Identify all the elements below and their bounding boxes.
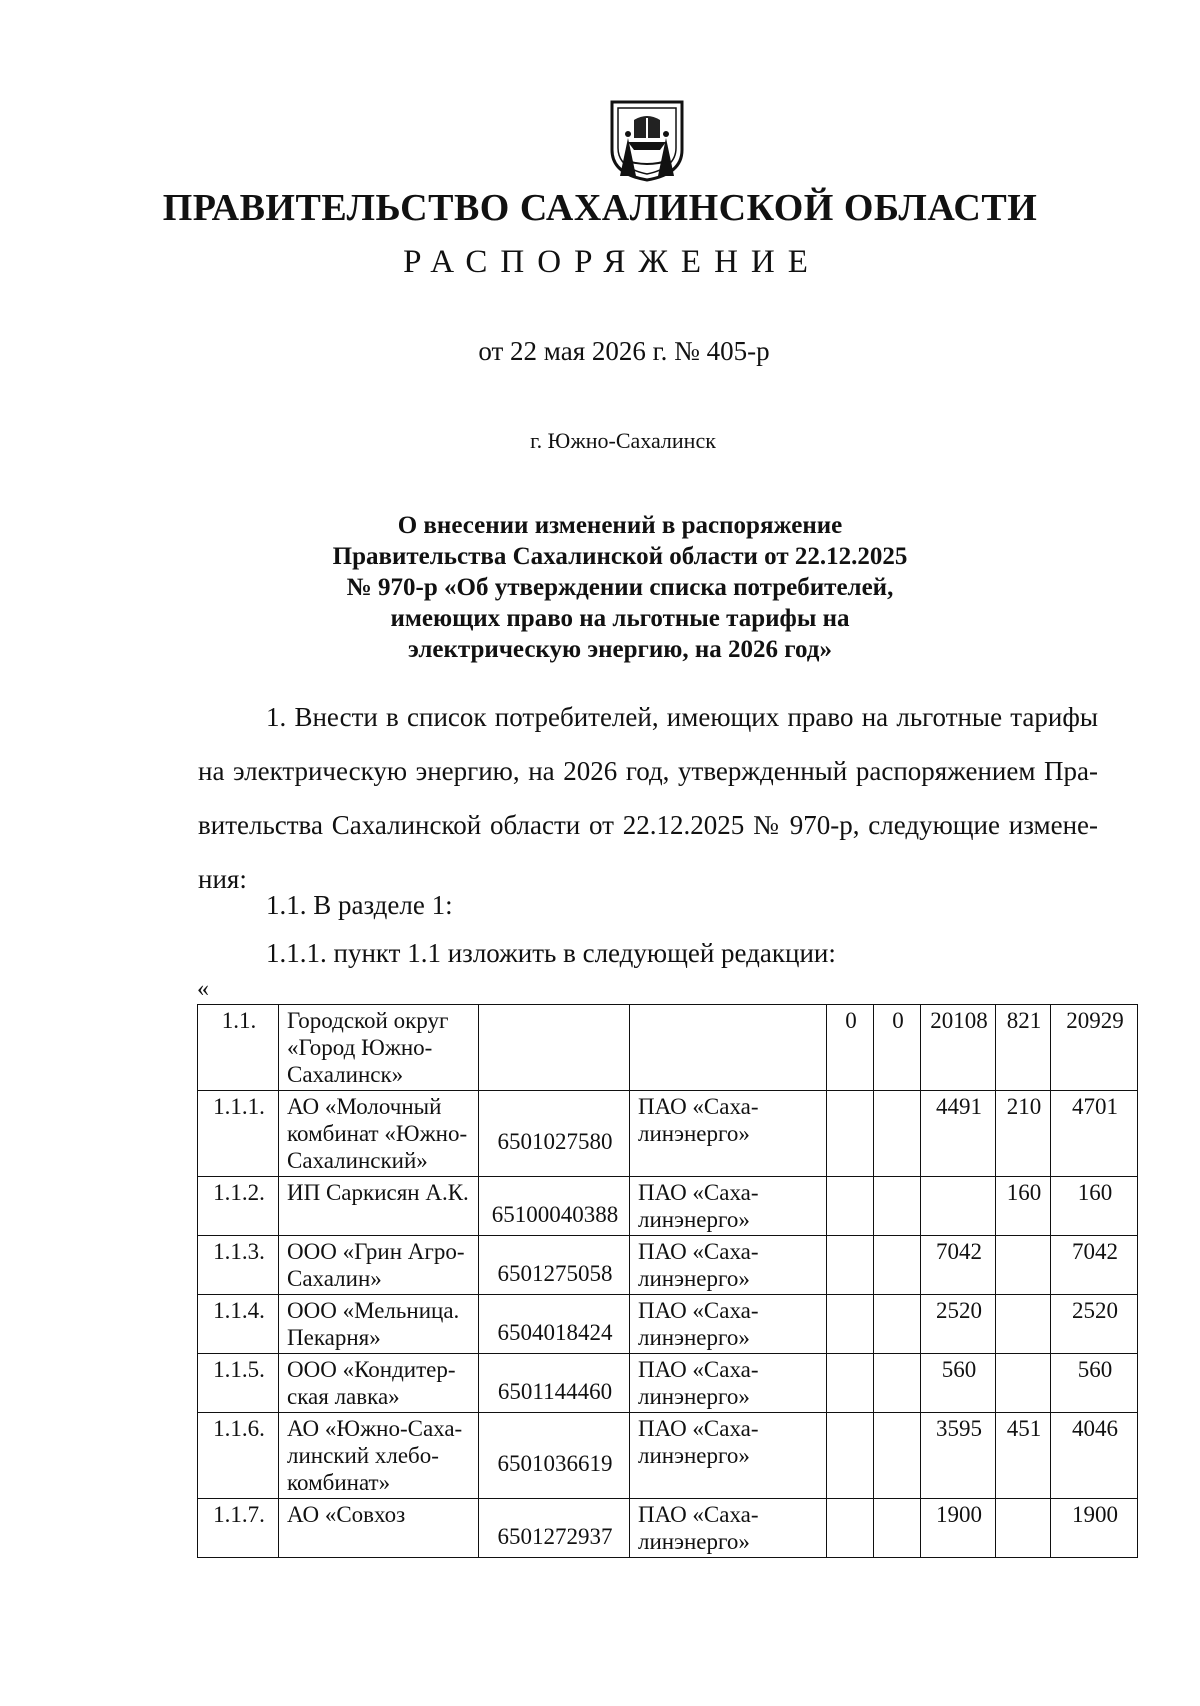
- value-col-5: [827, 1177, 874, 1236]
- paragraph-line: 1. Внести в список потребителей, имеющих право на льготные тарифы: [266, 702, 1098, 732]
- value-col-7: [921, 1177, 996, 1236]
- value-col-9-total: 2520: [1051, 1295, 1138, 1354]
- consumer-name: АО «Молочный комбинат «Южно-Сахалинский»: [279, 1091, 479, 1177]
- value-col-5: [827, 1413, 874, 1499]
- quote-open-mark: «: [197, 976, 209, 1002]
- document-type: РАСПОРЯЖЕНИЕ: [403, 244, 821, 280]
- document-title: [300, 510, 940, 665]
- consumers-table: [197, 1004, 1138, 1558]
- value-col-7: 20108: [921, 1005, 996, 1091]
- row-number: 1.1.4.: [198, 1295, 279, 1354]
- value-col-9-total: 560: [1051, 1354, 1138, 1413]
- consumer-name: ООО «Грин Агро-Сахалин»: [279, 1236, 479, 1295]
- table-row: [198, 1413, 1138, 1499]
- paragraph-line: вительства Сахалинской области от 22.12.2025 № 970-р, следующие измене-: [198, 810, 1098, 840]
- value-col-5: [827, 1091, 874, 1177]
- value-col-9-total: 4701: [1051, 1091, 1138, 1177]
- supplier-name: ПАО «Саха-линэнерго»: [630, 1177, 827, 1236]
- value-col-9-total: 1900: [1051, 1499, 1138, 1558]
- document-city: г. Южно-Сахалинск: [530, 428, 716, 453]
- consumer-name: Городской округ «Город Южно-Сахалинск»: [279, 1005, 479, 1091]
- table-row: [198, 1177, 1138, 1236]
- value-col-8: 210: [996, 1091, 1051, 1177]
- supplier-name: [630, 1005, 827, 1091]
- value-col-6: [874, 1177, 921, 1236]
- paragraph-1-1: 1.1. В разделе 1:: [266, 890, 453, 920]
- row-number: 1.1.6.: [198, 1413, 279, 1499]
- document-date: от 22 мая 2026 г. № 405-р: [478, 336, 770, 366]
- value-col-9-total: 7042: [1051, 1236, 1138, 1295]
- supplier-name: ПАО «Саха-линэнерго»: [630, 1354, 827, 1413]
- row-number: 1.1.5.: [198, 1354, 279, 1413]
- value-col-5: [827, 1354, 874, 1413]
- consumer-name: ООО «Мельница. Пекарня»: [279, 1295, 479, 1354]
- value-col-6: 0: [874, 1005, 921, 1091]
- supplier-name: ПАО «Саха-линэнерго»: [630, 1091, 827, 1177]
- value-col-6: [874, 1091, 921, 1177]
- value-col-8: [996, 1354, 1051, 1413]
- supplier-name: ПАО «Саха-линэнерго»: [630, 1499, 827, 1558]
- value-col-9-total: 4046: [1051, 1413, 1138, 1499]
- row-number: 1.1.3.: [198, 1236, 279, 1295]
- row-number: 1.1.1.: [198, 1091, 279, 1177]
- title-line: имеющих право на льготные тарифы на: [390, 605, 850, 632]
- table-row: [198, 1005, 1138, 1091]
- title-line: электрическую энергию, на 2026 год»: [408, 636, 832, 663]
- table-row: [198, 1236, 1138, 1295]
- value-col-6: [874, 1354, 921, 1413]
- value-col-8: 821: [996, 1005, 1051, 1091]
- value-col-7: 1900: [921, 1499, 996, 1558]
- consumer-name: АО «Совхоз: [279, 1499, 479, 1558]
- consumer-name: ООО «Кондитер-ская лавка»: [279, 1354, 479, 1413]
- value-col-6: [874, 1236, 921, 1295]
- inn-number: 6501272937: [479, 1499, 630, 1558]
- consumer-name: АО «Южно-Саха-линский хлебо-комбинат»: [279, 1413, 479, 1499]
- inn-number: 6501275058: [479, 1236, 630, 1295]
- value-col-6: [874, 1413, 921, 1499]
- value-col-8: [996, 1295, 1051, 1354]
- table-row: [198, 1091, 1138, 1177]
- paragraph-line: ния:: [198, 864, 247, 894]
- inn-number: 6501027580: [479, 1091, 630, 1177]
- row-number: 1.1.: [198, 1005, 279, 1091]
- value-col-6: [874, 1295, 921, 1354]
- row-number: 1.1.2.: [198, 1177, 279, 1236]
- inn-number: 65100040388: [479, 1177, 630, 1236]
- value-col-5: [827, 1236, 874, 1295]
- inn-number: 6504018424: [479, 1295, 630, 1354]
- value-col-8: [996, 1236, 1051, 1295]
- value-col-7: 3595: [921, 1413, 996, 1499]
- paragraph-line: на электрическую энергию, на 2026 год, утвержденный распоряжением Пра-: [198, 756, 1098, 786]
- supplier-name: ПАО «Саха-линэнерго»: [630, 1236, 827, 1295]
- title-line: № 970-р «Об утверждении списка потребителей,: [346, 574, 894, 601]
- title-line: Правительства Сахалинской области от 22.12.2025: [332, 543, 908, 570]
- supplier-name: ПАО «Саха-линэнерго»: [630, 1413, 827, 1499]
- value-col-9-total: 160: [1051, 1177, 1138, 1236]
- inn-number: 6501036619: [479, 1413, 630, 1499]
- paragraph-1: [198, 690, 1098, 906]
- inn-number: 6501144460: [479, 1354, 630, 1413]
- table-row: [198, 1499, 1138, 1558]
- value-col-7: 4491: [921, 1091, 996, 1177]
- value-col-8: 160: [996, 1177, 1051, 1236]
- value-col-8: 451: [996, 1413, 1051, 1499]
- row-number: 1.1.7.: [198, 1499, 279, 1558]
- value-col-5: [827, 1295, 874, 1354]
- value-col-6: [874, 1499, 921, 1558]
- title-line: О внесении изменений в распоряжение: [397, 512, 843, 539]
- value-col-9-total: 20929: [1051, 1005, 1138, 1091]
- value-col-7: 7042: [921, 1236, 996, 1295]
- table-row: [198, 1354, 1138, 1413]
- value-col-7: 560: [921, 1354, 996, 1413]
- organization-name: ПРАВИТЕЛЬСТВО САХАЛИНСКОЙ ОБЛАСТИ: [162, 187, 1038, 229]
- value-col-7: 2520: [921, 1295, 996, 1354]
- supplier-name: ПАО «Саха-линэнерго»: [630, 1295, 827, 1354]
- coat-of-arms-icon: [606, 98, 688, 182]
- value-col-5: 0: [827, 1005, 874, 1091]
- inn-number: [479, 1005, 630, 1091]
- value-col-5: [827, 1499, 874, 1558]
- value-col-8: [996, 1499, 1051, 1558]
- consumer-name: ИП Саркисян А.К.: [279, 1177, 479, 1236]
- table-row: [198, 1295, 1138, 1354]
- paragraph-1-1-1: 1.1.1. пункт 1.1 изложить в следующей редакции:: [266, 938, 836, 968]
